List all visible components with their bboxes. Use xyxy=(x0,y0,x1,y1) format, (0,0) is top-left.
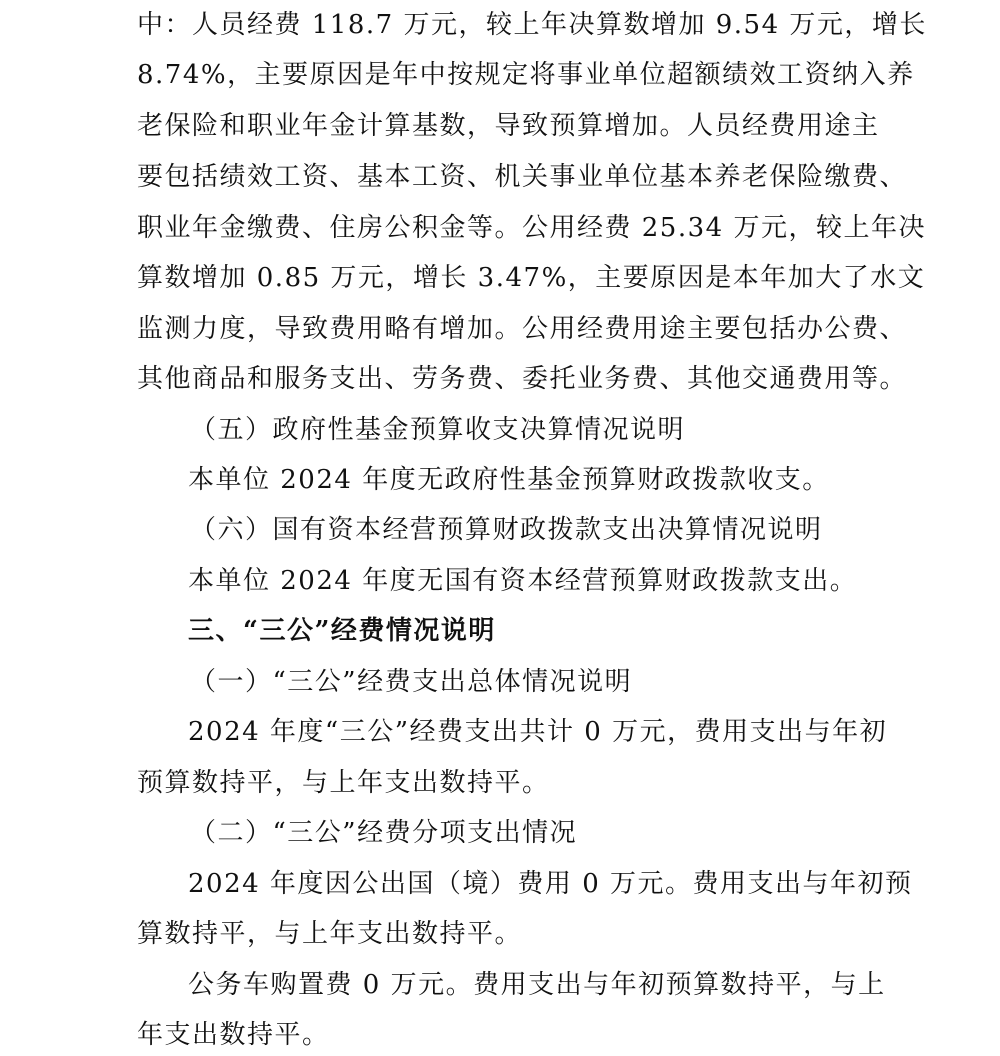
section-heading: （一）“三公”经费支出总体情况说明 xyxy=(190,667,633,697)
paragraph-line: 其他商品和服务支出、劳务费、委托业务费、其他交通费用等。 xyxy=(137,364,908,394)
paragraph-line: 年支出数持平。 xyxy=(137,1020,330,1050)
paragraph-line: 2024 年度“三公”经费支出共计 0 万元，费用支出与年初 xyxy=(188,717,888,747)
paragraph-line: 算数持平，与上年支出数持平。 xyxy=(137,919,523,949)
section-heading: （五）政府性基金预算收支决算情况说明 xyxy=(190,415,686,445)
paragraph-line: 2024 年度因公出国（境）费用 0 万元。费用支出与年初预 xyxy=(188,869,913,899)
section-heading: （二）“三公”经费分项支出情况 xyxy=(190,818,578,848)
paragraph-line: 本单位 2024 年度无政府性基金预算财政拨款收支。 xyxy=(188,465,830,495)
section-heading: （六）国有资本经营预算财政拨款支出决算情况说明 xyxy=(190,515,823,545)
paragraph-line: 监测力度，导致费用略有增加。公用经费用途主要包括办公费、 xyxy=(137,314,908,344)
paragraph-line: 算数增加 0.85 万元，增长 3.47%，主要原因是本年加大了水文 xyxy=(137,263,926,293)
paragraph-line: 老保险和职业年金计算基数，导致预算增加。人员经费用途主 xyxy=(137,111,880,141)
paragraph-line: 职业年金缴费、住房公积金等。公用经费 25.34 万元，较上年决 xyxy=(137,213,926,243)
paragraph-line: 公务车购置费 0 万元。费用支出与年初预算数持平，与上 xyxy=(188,970,886,1000)
chapter-heading: 三、“三公”经费情况说明 xyxy=(188,616,496,646)
paragraph-line: 8.74%，主要原因是年中按规定将事业单位超额绩效工资纳入养 xyxy=(137,60,915,90)
paragraph-line: 中：人员经费 118.7 万元，较上年决算数增加 9.54 万元，增长 xyxy=(137,10,927,40)
paragraph-line: 本单位 2024 年度无国有资本经营预算财政拨款支出。 xyxy=(188,566,858,596)
paragraph-line: 预算数持平，与上年支出数持平。 xyxy=(137,768,550,798)
paragraph-line: 要包括绩效工资、基本工资、机关事业单位基本养老保险缴费、 xyxy=(137,162,908,192)
